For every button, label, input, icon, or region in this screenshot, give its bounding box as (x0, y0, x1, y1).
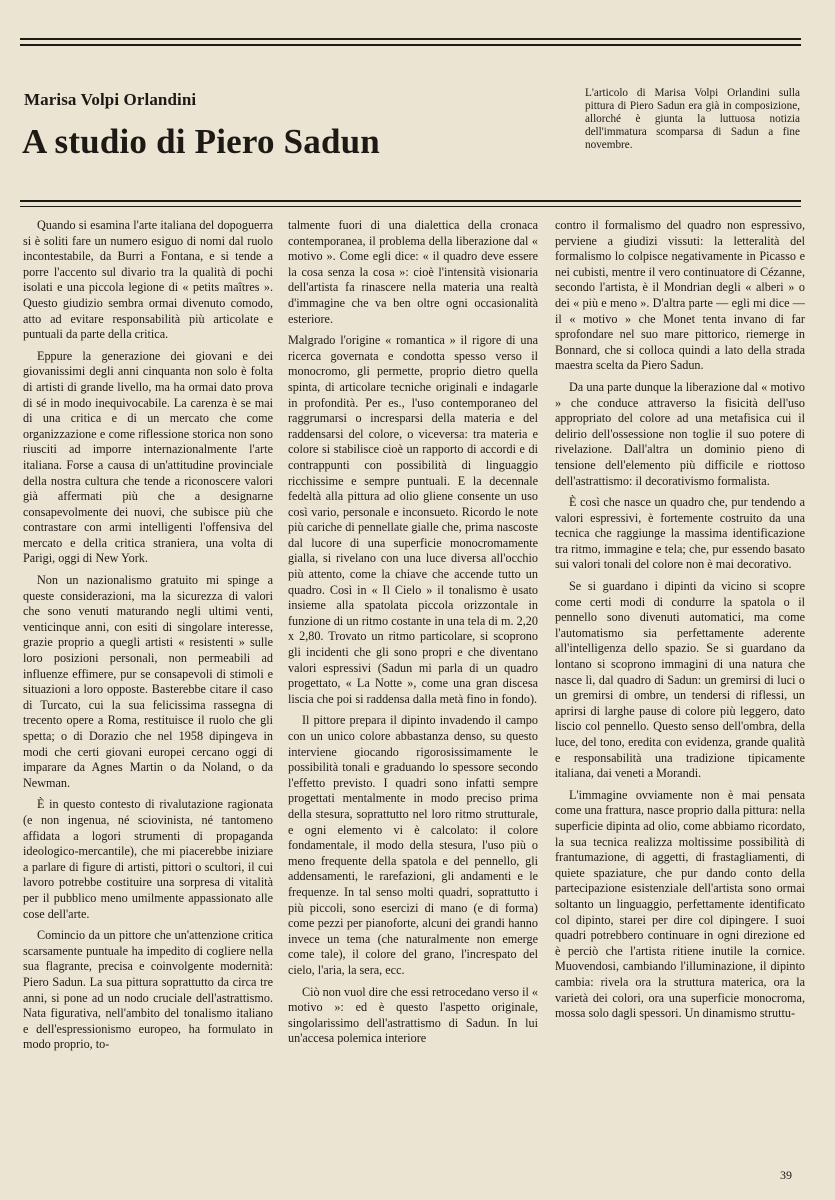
page-number: 39 (780, 1168, 792, 1182)
paragraph: Malgrado l'origine « romantica » il rigore di una ricerca governata e condotta spesso verso il monocromo, gli permette, proprio dietro quella spinta, di articolare tecniche originali e indagarle in profondità. Per es., l'uso contemporaneo del raggrumarsi o incresparsi della materia e del raddensarsi del colore, o viceversa: tra materia e colore si stabilisce cioè un rapporto di accordi e di contrappunti con possibilità di linguaggio ricchissime e sempre puntuali. E la decennale fedeltà alla pittura ad olio gliene consente un uso così vario, personale e inconsueto. Ricordo le note più cariche di pennellate gialle che, prima nascoste dal lucore di una superficie monocromamente gialla, si rivelano con una luce diversa all'occhio più attento, come la chiave che accende tutto un quadro. Così in « Il Cielo » il tonalismo è usato insieme alla spatolata piccola orizzontale in funzione di un ritmo costante in una tela di m. 2,20 x 2,80. Trovato un ritmo particolare, si scoprono gli incidenti che gli sono propri e che diventano valori espressivi (Sadun mi parla di un quadro progettato, « La Notte », come una gran discesa liscia che poi si raddensa dalla metà fino in fondo). (288, 333, 538, 706)
paragraph: Eppure la generazione dei giovani e dei giovanissimi degli anni cinquanta non solo è folta di artisti di grande livello, ma ha ormai dato prova di sé in modo inequivocabile. La carenza è se mai di una critica e di un mercato che come organizzazione e come riflessione storica non sono riusciti ad imporre internazionalmente l'arte italiana. Forse a causa di un'attitudine provinciale della nostra cultura che tende a riconoscere valori già affermati più che a designarne consapevolmente dei nuovi, che subisce più che contrastare con armi intelligenti l'offensiva del mercato e della critica straniera, una volta di Parigi, oggi di New York. (23, 348, 273, 566)
top-rule-secondary (20, 44, 801, 46)
top-rule (20, 38, 801, 40)
author-name: Marisa Volpi Orlandini (24, 90, 197, 109)
paragraph: È in questo contesto di rivalutazione ragionata (e non ingenua, né sciovinista, né tantomeno affidata a logori strumenti di propaganda ideologico-mercantile), che mi piacerebbe iniziare a parlare di figure di artisti, pittori o scultori, il cui lavoro potrebbe costituire una sorpresa di vitalità per il pubblico meno umilmente appassionato alle cose dell'arte. (23, 797, 273, 921)
paragraph: talmente fuori di una dialettica della cronaca contemporanea, il problema della liberazione dal « motivo ». Come egli dice: « il quadro deve essere la cosa senza la cosa »: cioè l'intensità visionaria dell'artista fa rinascere nella materia una realtà d'immagine che va ben oltre ogni occasionalità esteriore. (288, 218, 538, 326)
article-title: A studio di Piero Sadun (22, 122, 380, 161)
editorial-note: L'articolo di Marisa Volpi Orlandini sulla pittura di Piero Sadun era già in composizione, allorché è giunta la luttuosa notizia dell'immatura scomparsa di Sadun a fine novembre. (585, 87, 800, 151)
paragraph: contro il formalismo del quadro non espressivo, perviene a giudizi vissuti: la letteralità del formalismo lo colpisce negativamente in Picasso e nei cubisti, mentre il vero continuatore di Cézanne, secondo l'artista, è il Mondrian degli « alberi » o dei « più e meno ». D'altra parte — egli mi dice — il « motivo » che Monet tenta invano di far sprofondare nel suo mare pittorico, riemerge in Bonnard, che si colloca quindi a lato della strada maestra scelta da Piero Sadun. (555, 218, 805, 373)
paragraph: Quando si esamina l'arte italiana del dopoguerra si è soliti fare un numero esiguo di nomi dal ruolo incontestabile, da Burri a Fontana, e si tende a porre l'accento sul divario tra la qualità di pochi isolati e una piccola legione di « petits maîtres ». Questo giudizio sembra ormai divenuto comodo, atto ad evitare responsabilità più articolate e puntuali da parte della critica. (23, 218, 273, 342)
text-column-1 (23, 218, 273, 1164)
paragraph: Il pittore prepara il dipinto invadendo il campo con un unico colore abbastanza denso, su questo interviene giocando rigorosissimamente le possibilità tonali e graduando lo spessore secondo l'effetto previsto. I quadri sono infatti sempre progettati mentalmente in modo preciso prima della stesura, soprattutto nel loro ritmo strutturale, e ogni elemento vi è calcolato: il colore fondamentale, il modo della stesura, l'uso più o meno frequente della spatola e del pennello, gli addensamenti, le rarefazioni, gli andamenti e le frequenze. In tal senso molti quadri, soprattutto i più piccoli, sono esercizi di mano (e di forma) come pezzi per pianoforte, alcuni dei grandi hanno invece un tema (che naturalmente non emerge come tale), il colore del grano, l'increspato del cielo, l'aria, la sera, ecc. (288, 713, 538, 977)
paragraph: Se si guardano i dipinti da vicino si scopre come certi modi di condurre la spatola o il pennello sono divenuti automatici, ma come l'automatismo sia perfettamente aderente all'intelligenza dello spazio. Se si guardano da lontano si scoprono immagini di una natura che nasce lì, dal quadro di Sadun: un gremirsi di luci o un gremirsi di ombre, un tendersi di riflessi, un aprirsi di larghe pause di colore più leggero, dato liscio col pennello. Questo senso dell'ombra, della luce, del tono, eredita con evidenza, grande qualità e responsabilità una tradizione tipicamente italiana, dai veneti a Morandi. (555, 579, 805, 781)
paragraph: Non un nazionalismo gratuito mi spinge a queste considerazioni, ma la sicurezza di valori che sono venuti maturando negli ultimi venti, venticinque anni, con esiti di singolare interesse, grazie proprio a quegli artisti « resistenti » sulle loro posizioni personali, non permeabili ad influenze effimere, pur se consapevoli di stimoli e situazioni a loro opposte. Basterebbe citare il caso di Turcato, cui la sua felicissima rassegna di trecento opere a Roma, restituisce il ruolo che gli spetta; o di Dorazio che nel 1958 dipingeva in modi che certi giovani europei cercano oggi di imparare da Agnes Martin o da Noland, o da Newman. (23, 573, 273, 790)
text-column-2 (288, 218, 538, 1164)
header-rule (20, 200, 801, 202)
paragraph: Ciò non vuol dire che essi retrocedano verso il « motivo »: ed è questo l'aspetto originale, singolarissimo dell'astrattismo di Sadun. In lui un'accesa polemica interiore (288, 984, 538, 1046)
paragraph: Da una parte dunque la liberazione dal « motivo » che conduce attraverso la fisicità dell'uso appropriato del colore ad una metafisica cui il delirio dell'ossessione non toglie il suo potere di rivelazione. Dall'altra un dominio pieno di tensione dell'elemento più difficile e riottoso dell'astrattismo: il decorativismo formalista. (555, 379, 805, 488)
header-rule-secondary (20, 206, 801, 207)
paragraph: È così che nasce un quadro che, pur tendendo a valori espressivi, è fortemente costruito da una tecnica che raggiunge la massima identificazione tra ritmo, immagine e tela; che, pur essendo basato sui valori tonali del colore non è mai decorativo. (555, 495, 805, 572)
text-column-3 (555, 218, 805, 1164)
paragraph: Comincio da un pittore che un'attenzione critica scarsamente puntuale ha impedito di cogliere nella sua flagrante, precisa e coinvolgente modernità: Piero Sadun. La sua pittura soprattutto da circa tre anni, si pone ad un nodo cruciale dell'astrattismo. Nata figurativa, nell'ambito del tonalismo italiano e dell'espressionismo europeo, ha formulato in modo proprio, to- (23, 928, 273, 1052)
paragraph: L'immagine ovviamente non è mai pensata come una frattura, nasce proprio dalla pittura: nella superficie dipinta ad olio, come abbiamo ricordato, la sua tecnica realizza moltissime possibilità di frantumazione, di aggetti, di frastagliamenti, di quiete spaziature, che pur dando conto della partecipazione esistenziale dell'artista sono ormai soltanto un linguaggio, perfettamente identificato col dipinto, starei per dire col dipingere. I suoi quadri potrebbero continuare in ogni direzione ed è perciò che l'artista ritiene inutile la cornice. Muovendosi, cambiando l'illuminazione, il dipinto cambia: rivela ora la struttura materica, ora la varietà dei colori, ora una superficie monocroma, mossa solo dagli spessori. Un dinamismo struttu- (555, 787, 805, 1021)
